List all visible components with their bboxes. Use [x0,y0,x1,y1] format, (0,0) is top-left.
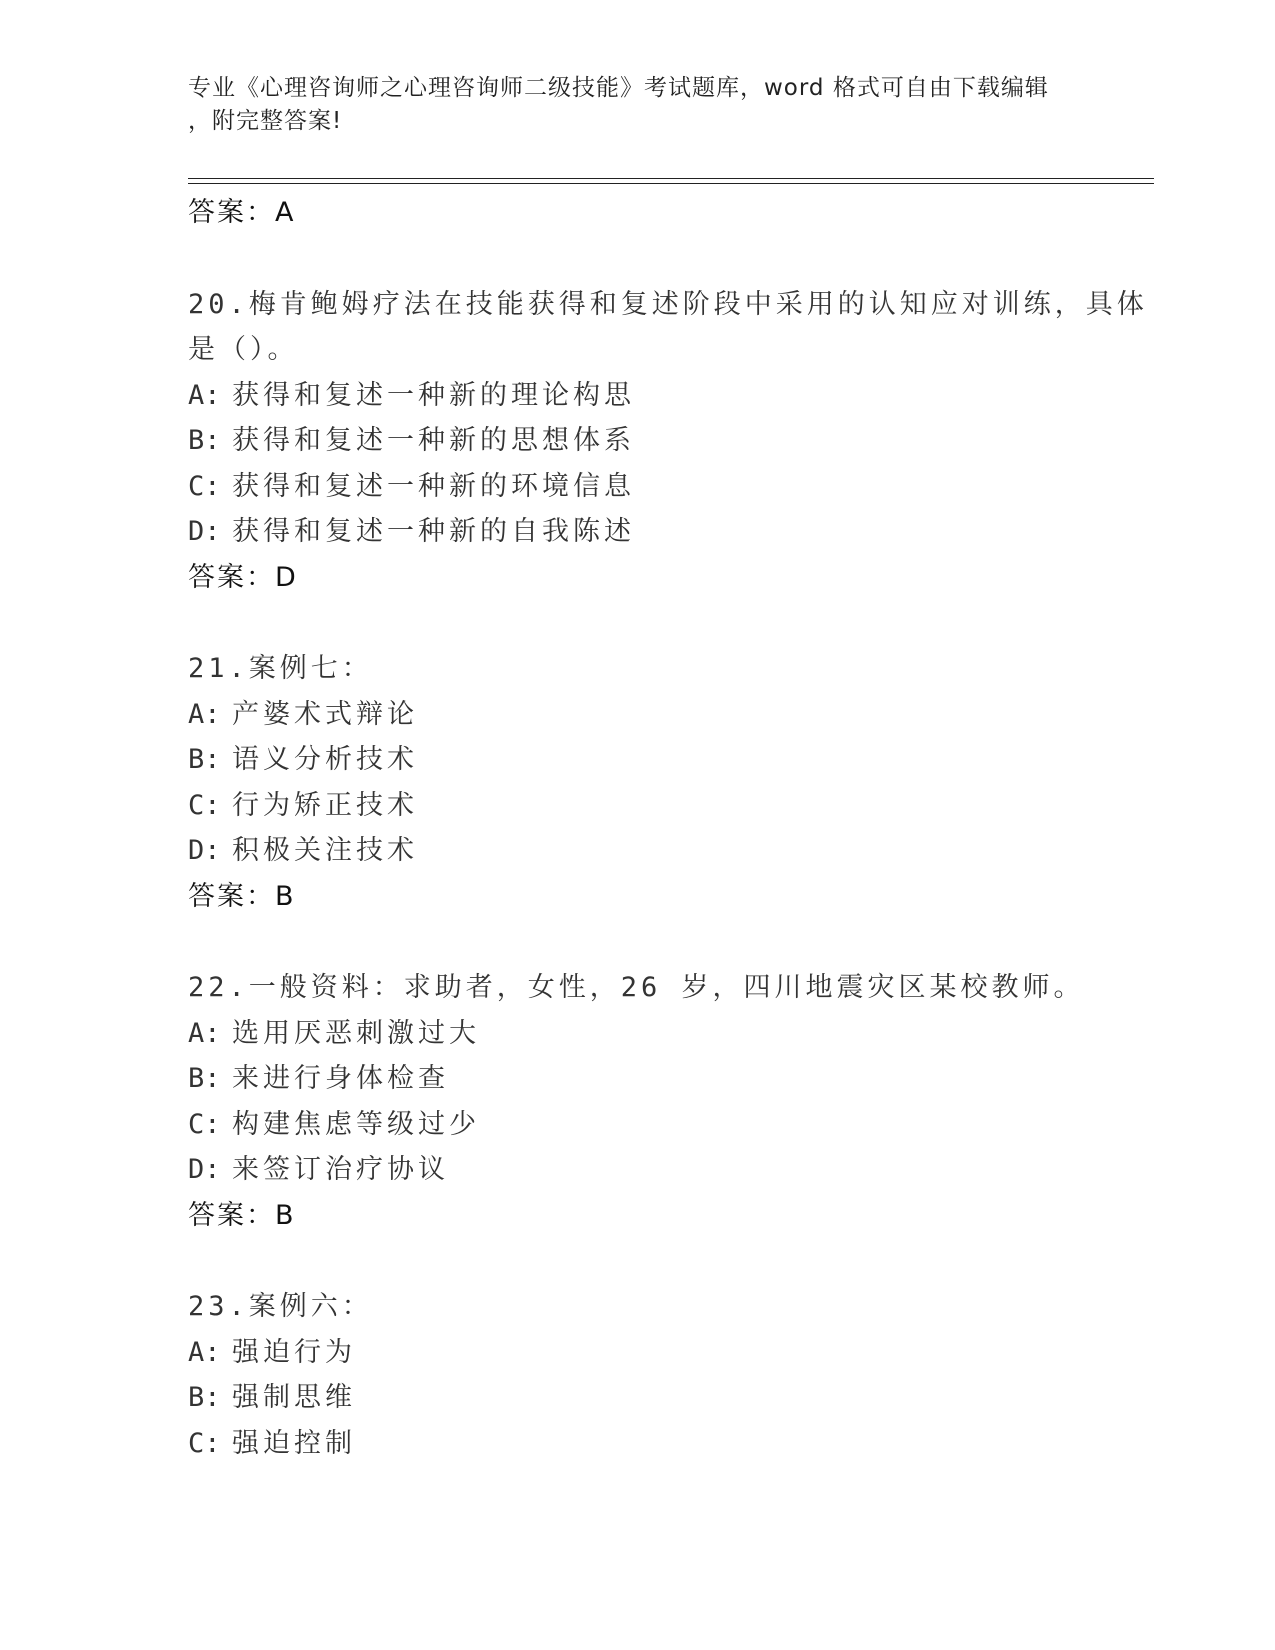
option-text: 强迫行为 [232,1336,356,1368]
option-text: 构建焦虑等级过少 [232,1108,480,1140]
option-key: D: [188,516,221,547]
option-key: B: [188,1382,221,1413]
option-text: 获得和复述一种新的环境信息 [232,470,635,502]
option-text: 强迫控制 [232,1427,356,1459]
question-block [188,965,1088,1238]
option-b [188,1375,1088,1421]
document-header [188,72,1088,138]
option-b [188,1056,1088,1102]
option-d [188,509,1088,555]
option-text: 积极关注技术 [232,835,418,866]
option-key: C: [188,789,221,821]
option-key: A: [188,379,221,411]
answer-line: 答案：B [188,880,296,912]
option-text: 获得和复述一种新的自我陈述 [232,516,635,547]
option-text: 来进行身体检查 [232,1063,449,1094]
header-rule-bottom [188,183,1154,184]
option-key: B: [188,425,221,456]
option-key: B: [188,1063,221,1094]
option-key: C: [188,1108,221,1140]
option-key: A: [188,698,221,730]
question-block [188,1284,1088,1466]
option-d [188,1147,1088,1193]
question-block [188,646,1088,919]
option-text: 来签订治疗协议 [232,1154,449,1185]
option-a [188,1330,1088,1376]
question-text: 22.一般资料：求助者，女性，26 岁，四川地震灾区某校教师。 [188,972,1085,1003]
option-key: B: [188,744,221,775]
option-key: C: [188,1427,221,1459]
question-list [188,190,1148,1466]
question-text: 20.梅肯鲍姆疗法在技能获得和复述阶段中采用的认知应对训练，具体 [188,288,1148,320]
option-a [188,692,1088,738]
option-b [188,737,1088,783]
option-c [188,783,1088,829]
option-a [188,1011,1088,1057]
header-line-2: ，附完整答案! [188,108,343,134]
option-key: D: [188,835,221,866]
option-key: A: [188,1336,221,1368]
option-c [188,464,1088,510]
option-a [188,373,1088,419]
option-key: A: [188,1017,221,1049]
option-text: 获得和复述一种新的理论构思 [232,379,635,411]
option-c [188,1102,1088,1148]
option-text: 语义分析技术 [232,744,418,775]
option-text: 选用厌恶刺激过大 [232,1017,480,1049]
option-text: 获得和复述一种新的思想体系 [232,425,635,456]
header-line-1: 专业《心理咨询师之心理咨询师二级技能》考试题库，word 格式可自由下载编辑 [188,75,1049,101]
question-text: 21.案例七： [188,653,373,684]
option-b [188,418,1088,464]
answer-line: 答案：B [188,1199,296,1231]
question-text-continued: 是（）。 [188,334,299,365]
header-rule-top [188,178,1154,179]
answer-line: 答案：D [188,561,298,593]
option-text: 产婆术式辩论 [232,698,418,730]
option-key: C: [188,470,221,502]
option-text: 行为矫正技术 [232,789,418,821]
option-key: D: [188,1154,221,1185]
option-c [188,1421,1088,1467]
option-d [188,828,1088,874]
answer-line: 答案：A [188,197,296,228]
question-block [188,282,1148,601]
option-text: 强制思维 [232,1382,356,1413]
question-text: 23.案例六： [188,1291,373,1322]
